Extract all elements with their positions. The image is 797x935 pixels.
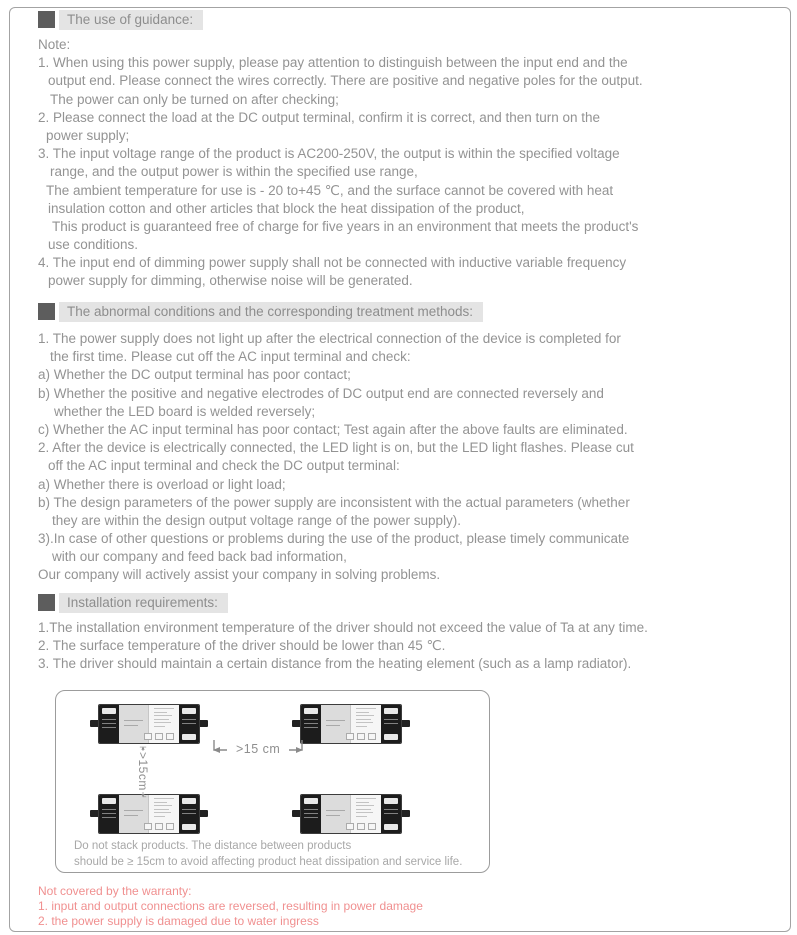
psu-brand-text: [124, 725, 138, 726]
text-line: The ambient temperature for use is - 20 to+45 ℃, and the surface cannot be covered with heat: [46, 182, 614, 198]
section-heading-label: The use of guidance:: [59, 10, 203, 30]
text-line: Note:: [38, 37, 71, 52]
text-line: 3. The input voltage range of the product is AC200-250V, the output is within the specified voltage: [38, 146, 620, 162]
psu-terminal-right: [381, 705, 401, 743]
dimension-arrow-right-icon: [288, 739, 304, 754]
text-line: 3).In case of other questions or problems during the use of the product, please timely communicate: [38, 531, 630, 547]
dimension-arrow-left-icon: [212, 739, 228, 754]
psu-brand-text: [326, 810, 345, 811]
psu-spec-label: [351, 795, 381, 833]
psu-certification-icons: [144, 733, 174, 740]
psu-brand-text: [124, 810, 143, 811]
diagram-caption: [74, 838, 462, 870]
text-line: the first time. Please cut off the AC input terminal and check:: [50, 349, 411, 365]
text-line: output end. Please connect the wires correctly. There are positive and negative poles for the output.: [48, 73, 643, 89]
psu-brand-text: [326, 725, 340, 726]
psu-terminal-text: [182, 719, 196, 724]
vertical-spacing-dimension: [134, 746, 152, 798]
psu-terminal-right: [179, 705, 199, 743]
text-line: b) The design parameters of the power supply are inconsistent with the actual parameters (whether: [38, 494, 630, 510]
section-marker-icon: [38, 11, 55, 28]
psu-terminal-label: [304, 798, 318, 804]
section-marker-icon: [38, 303, 55, 320]
psu-terminal-text: [304, 719, 318, 728]
psu-certification-icons: [144, 823, 174, 830]
warranty-items: [38, 899, 423, 929]
psu-certification-icons: [346, 823, 376, 830]
text-line: power supply;: [46, 127, 130, 143]
text-line: 2. The surface temperature of the driver should be lower than 45 ℃.: [38, 638, 446, 654]
psu-certification-icons: [346, 733, 376, 740]
horizontal-spacing-dimension: [212, 739, 304, 756]
text-line: a) Whether the DC output terminal has poor contact;: [38, 367, 351, 383]
text-line: power supply for dimming, otherwise noise will be generated.: [48, 273, 413, 289]
horizontal-spacing-label: >15 cm: [236, 742, 281, 756]
psu-terminal-label: [182, 708, 196, 714]
psu-terminal-label: [102, 798, 116, 804]
diagram-caption-line2: should be ≥ 15cm to avoid affecting product heat dissipation and service life.: [74, 856, 463, 868]
psu-unit-bottom-left: [90, 794, 208, 834]
section-text: [38, 36, 783, 291]
psu-terminal-label: [182, 798, 196, 804]
psu-unit-top-left: [90, 704, 208, 744]
psu-terminal-label: [384, 798, 398, 804]
psu-unit-top-right: [292, 704, 410, 744]
psu-terminal-left: [99, 705, 119, 743]
text-line: b) Whether the positive and negative electrodes of DC output end are connected reversely and: [38, 385, 604, 401]
vertical-spacing-label: >15cm: [136, 752, 150, 792]
psu-terminal-label: [102, 708, 116, 714]
psu-terminal-label: [182, 734, 196, 740]
text-line: 2. Please connect the load at the DC output terminal, confirm it is correct, and then turn on the: [38, 109, 601, 125]
text-line: whether the LED board is welded reversely;: [54, 403, 316, 419]
psu-spec-label: [149, 705, 179, 743]
psu-terminal-left: [301, 795, 321, 833]
text-line: a) Whether there is overload or light load;: [38, 476, 286, 492]
text-line: Our company will actively assist your company in solving problems.: [38, 567, 441, 583]
text-line: This product is guaranteed free of charge for five years in an environment that meets the product's: [52, 218, 639, 234]
psu-spec-label: [351, 705, 381, 743]
psu-body: [300, 794, 402, 834]
text-line: insulation cotton and other articles that block the heat dissipation of the product,: [48, 200, 525, 216]
warranty-item: 2. the power supply is damaged due to water ingress: [38, 913, 319, 928]
diagram-caption-line1: Do not stack products. The distance between products: [74, 840, 352, 852]
psu-terminal-left: [99, 795, 119, 833]
psu-wire-right: [401, 720, 410, 727]
section-text: [38, 619, 783, 674]
installation-spacing-diagram: [55, 690, 490, 873]
section-heading: [38, 301, 783, 322]
text-line: range, and the output power is within the specified use range,: [50, 164, 418, 180]
text-line: 2. After the device is electrically connected, the LED light is on, but the LED light flashes. Please cut: [38, 440, 634, 456]
text-line: c) Whether the AC input terminal has poor contact; Test again after the above faults are eliminated.: [38, 421, 628, 437]
psu-brand-text: [326, 720, 345, 721]
psu-drawing: [292, 704, 410, 744]
psu-terminal-label: [182, 824, 196, 830]
section-use-of-guidance: [38, 9, 783, 291]
text-line: The power can only be turned on after checking;: [50, 91, 339, 107]
psu-terminal-text: [182, 809, 196, 814]
psu-spec-label: [149, 795, 179, 833]
psu-body: [98, 794, 200, 834]
section-text: [38, 330, 783, 585]
psu-terminal-right: [381, 795, 401, 833]
warranty-item: 1. input and output connections are reversed, resulting in power damage: [38, 898, 423, 913]
section-installation-requirements: [38, 592, 783, 674]
psu-terminal-text: [384, 719, 398, 724]
psu-terminal-left: [301, 705, 321, 743]
psu-wire-right: [199, 720, 208, 727]
text-line: 1.The installation environment temperature of the driver should not exceed the value of Ta at any time.: [38, 620, 648, 635]
psu-drawing: [292, 794, 410, 834]
text-line: 4. The input end of dimming power supply shall not be connected with inductive variable frequency: [38, 255, 627, 271]
section-heading-label: Installation requirements:: [59, 593, 228, 613]
psu-terminal-text: [384, 809, 398, 814]
section-heading: [38, 592, 783, 613]
dimension-arrow-down-icon: [136, 792, 150, 798]
text-line: off the AC input terminal and check the DC output terminal:: [48, 458, 400, 474]
text-line: use conditions.: [48, 237, 139, 253]
psu-terminal-text: [304, 809, 318, 818]
psu-unit-bottom-right: [292, 794, 410, 834]
psu-terminal-label: [384, 824, 398, 830]
psu-terminal-label: [384, 734, 398, 740]
psu-body: [300, 704, 402, 744]
text-line: 1. The power supply does not light up after the electrical connection of the device is completed for: [38, 331, 621, 346]
psu-terminal-label: [304, 708, 318, 714]
psu-terminal-text: [102, 719, 116, 728]
section-heading-label: The abnormal conditions and the corresponding treatment methods:: [59, 302, 483, 322]
psu-body: [98, 704, 200, 744]
warranty-title: Not covered by the warranty:: [38, 884, 192, 898]
psu-brand-text: [124, 720, 143, 721]
dimension-arrow-up-icon: [136, 746, 150, 751]
text-line: with our company and feed back bad information,: [52, 549, 347, 565]
psu-terminal-text: [102, 809, 116, 818]
psu-brand-text: [124, 815, 138, 816]
text-line: 3. The driver should maintain a certain distance from the heating element (such as a lamp radiator).: [38, 656, 632, 672]
psu-wire-right: [401, 810, 410, 817]
text-line: 1. When using this power supply, please pay attention to distinguish between the input end and the: [38, 55, 628, 71]
section-abnormal-conditions: [38, 301, 783, 585]
psu-wire-right: [199, 810, 208, 817]
psu-terminal-right: [179, 795, 199, 833]
psu-brand-text: [326, 815, 340, 816]
psu-drawing: [90, 794, 208, 834]
text-line: they are within the design output voltage range of the power supply).: [52, 512, 462, 528]
psu-terminal-label: [384, 708, 398, 714]
section-marker-icon: [38, 594, 55, 611]
psu-drawing: [90, 704, 208, 744]
section-heading: [38, 9, 783, 30]
warranty-note: [38, 884, 423, 928]
